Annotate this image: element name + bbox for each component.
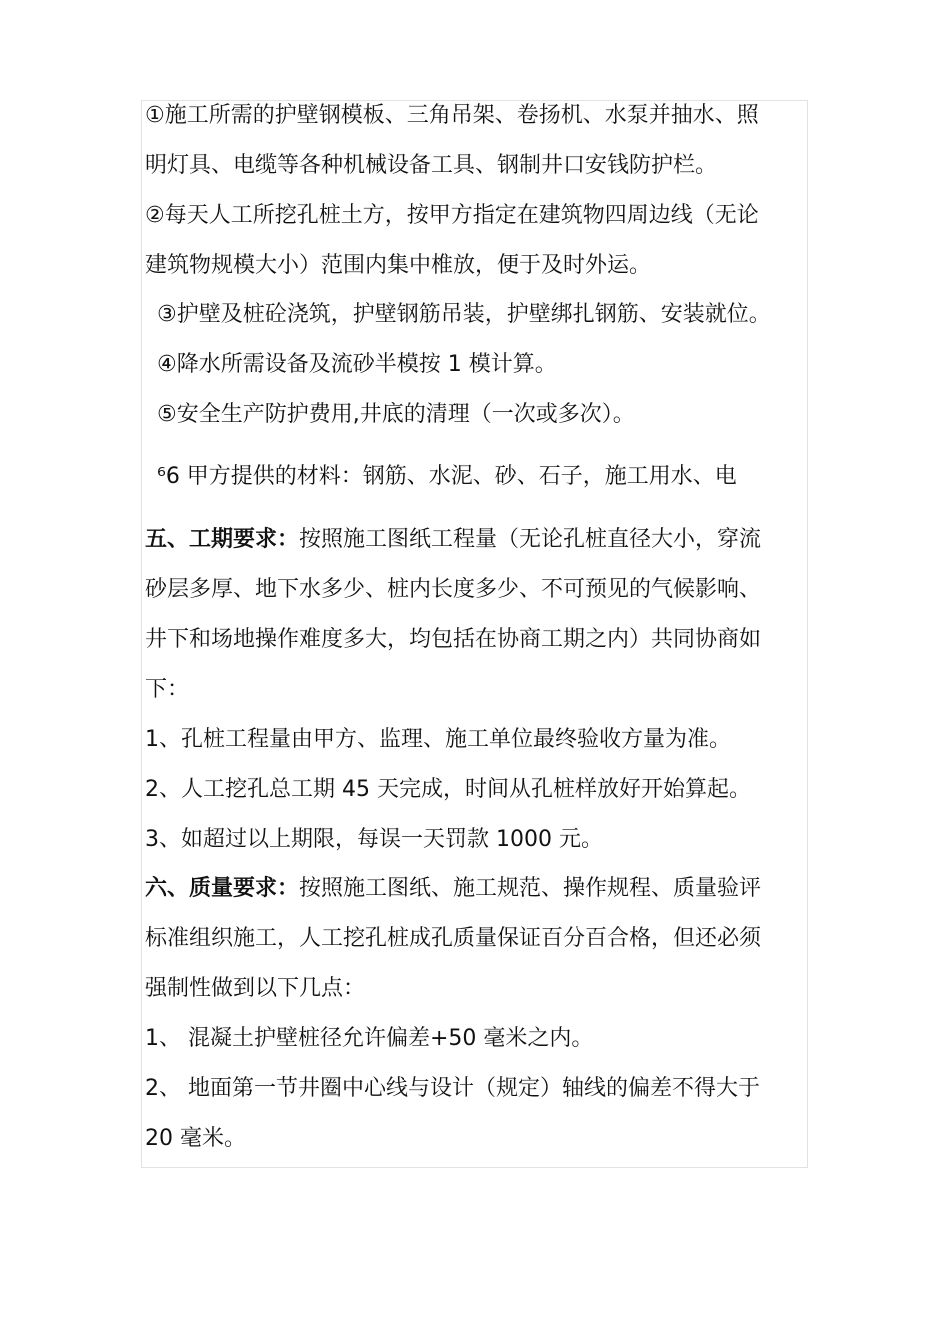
section-heading: 五、工期要求： — [145, 527, 300, 552]
paragraph-line: 建筑物规模大小）范围内集中椎放，便于及时外运。 — [145, 253, 652, 278]
list-item: 2、人工挖孔总工期 45 天完成，时间从孔桩样放好开始算起。 — [145, 777, 751, 802]
paragraph-line: ③护壁及桩砼浇筑，护壁钢筋吊装，护壁绑扎钢筋、安装就位。 — [157, 302, 771, 327]
list-item: 20 毫米。 — [145, 1126, 246, 1151]
paragraph-line: 下： — [145, 677, 190, 702]
list-item: 2、 地面第一节井圈中心线与设计（规定）轴线的偏差不得大于 — [145, 1076, 760, 1101]
paragraph-line: ④降水所需设备及流砂半模按 1 模计算。 — [157, 352, 557, 377]
paragraph-line: ①施工所需的护壁钢模板、三角吊架、卷扬机、水泵并抽水、照 — [145, 103, 759, 128]
section-text: 按照施工图纸、施工规范、操作规程、质量验评 — [299, 876, 762, 901]
section-five-first-line — [145, 524, 761, 556]
paragraph-line: 明灯具、电缆等各种机械设备工具、钢制井口安钱防护栏。 — [145, 153, 718, 178]
list-item: 1、 混凝土护壁桩径允许偏差+50 毫米之内。 — [145, 1026, 594, 1051]
paragraph-line: ⁶6 甲方提供的材料：钢筋、水泥、砂、石子，施工用水、电 — [157, 464, 737, 489]
list-item: 1、孔桩工程量由甲方、监理、施工单位最终验收方量为准。 — [145, 727, 731, 752]
paragraph-line: 强制性做到以下几点： — [145, 976, 366, 1001]
section-six-first-line — [145, 873, 761, 905]
paragraph-line: ②每天人工所挖孔桩土方，按甲方指定在建筑物四周边线（无论 — [145, 203, 759, 228]
section-text: 按照施工图纸工程量（无论孔桩直径大小，穿流 — [299, 527, 762, 552]
paragraph-line: 标准组织施工，人工挖孔桩成孔质量保证百分百合格，但还必须 — [145, 926, 762, 951]
paragraph-line: 井下和场地操作难度多大，均包括在协商工期之内）共同协商如 — [145, 627, 762, 652]
paragraph-line: 砂层多厚、地下水多少、桩内长度多少、不可预见的气候影响、 — [145, 577, 762, 602]
paragraph-line: ⑤安全生产防护费用,井底的清理（一次或多次）。 — [157, 402, 635, 427]
list-item: 3、如超过以上期限，每误一天罚款 1000 元。 — [145, 827, 603, 852]
section-heading: 六、质量要求： — [145, 876, 300, 901]
